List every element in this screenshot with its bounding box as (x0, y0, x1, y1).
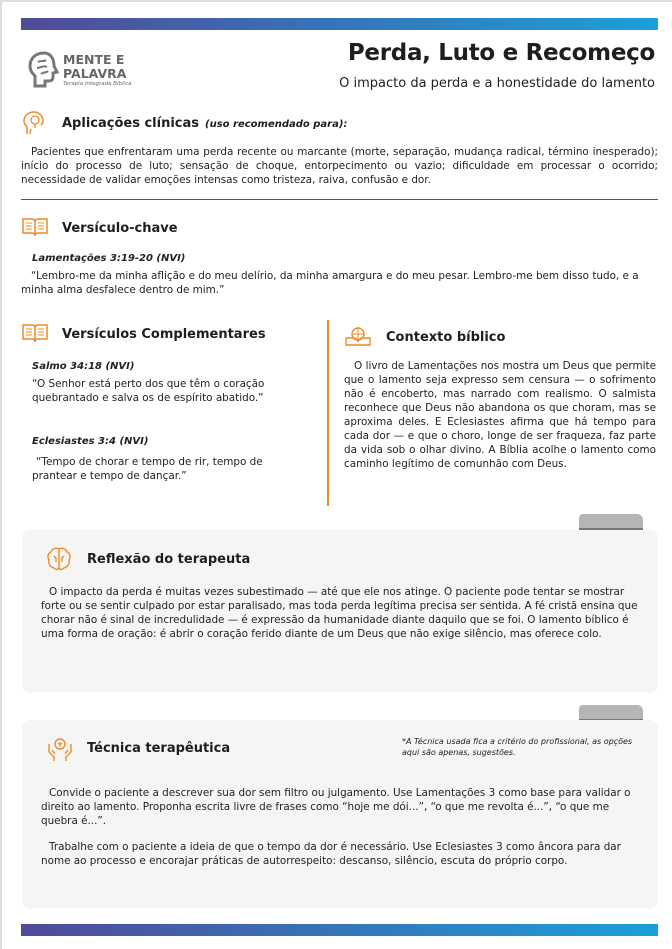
contexto-text: O livro de Lamentações nos mostra um Deus que permite que o lamento seja expresso sem censura — o sofrimento não é encoberto, mas narrado com realismo. O salmista reconhece que Deus não abandona os que choram, mas se aproxima deles. E Eclesiastes afirma que há tempo para cada dor — e que o choro, longe de ser fraqueza, faz parte da vida sob o olhar divino. A Bíblia acolhe o lamento como caminho legítimo de comunhão com Deus. (344, 360, 656, 470)
globe-book-icon (344, 326, 372, 348)
hands-lightbulb-icon (46, 736, 74, 762)
aplicacoes-heading: Aplicações clínicas (uso recomendado para): (62, 116, 348, 131)
versiculo-chave-heading: Versículo-chave (62, 221, 178, 236)
divider (21, 199, 658, 200)
card-tab (579, 514, 643, 530)
page-title: Perda, Luto e Recomeço (347, 40, 655, 66)
top-gradient-bar (21, 18, 658, 30)
head-lightbulb-icon (22, 110, 46, 136)
complementar-ref: Salmo 34:18 (NVI) (32, 361, 135, 372)
complementar-ref: Eclesiastes 3:4 (NVI) (32, 436, 149, 447)
aplicacoes-text: Pacientes que enfrentaram uma perda recente ou marcante (morte, separação, mudança radical, término inesperado); início do processo de luto; sensação de choque, entorpecimento ou vazio; dificuldade em processar o ocorrido; necessidade de validar emoções intensas como tristeza, raiva, confusão e dor. (21, 146, 658, 186)
tecnica-heading: Técnica terapêutica (87, 741, 231, 756)
open-book-icon (21, 322, 49, 344)
complementares-heading: Versículos Complementares (62, 327, 266, 342)
contexto-heading: Contexto bíblico (386, 330, 506, 345)
brain-head-icon (27, 50, 61, 90)
page-subtitle: O impacto da perda e a honestidade do lamento (339, 76, 655, 91)
reflexao-text: O impacto da perda é muitas vezes subestimado — até que ele nos atinge. O paciente pode tentar se mostrar forte ou se sentir culpado por estar paralisado, mas toda perda legítima precisa ser sentida. A fé cristã ensina que chorar não é sinal de incredulidade — é expressão da humanidade diante daquilo que se foi. O lamento bíblico é uma forma de oração: é abrir o coração ferido diante de um Deus que não exige silêncio, mas oferece colo. (41, 586, 638, 640)
tecnica-note: *A Técnica usada fica a critério do profissional, as opções aqui são apenas, sugestões. (402, 737, 633, 757)
complementar-text: “O Senhor está perto dos que têm o coração quebrantado e salva os de espírito abatido.” (32, 378, 265, 404)
reflexao-heading: Reflexão do terapeuta (87, 552, 251, 567)
open-book-icon (21, 216, 49, 238)
complementar-text: “Tempo de chorar e tempo de rir, tempo de prantear e tempo de dançar.” (32, 456, 263, 482)
logo: MENTE E PALAVRA Terapia Integrada Bíblica (27, 50, 147, 92)
bottom-gradient-bar (21, 924, 658, 936)
versiculo-chave-text: “Lembro-me da minha aflição e do meu delírio, da minha amargura e do meu pesar. Lembro-me bem disso tudo, e a minha alma desfalece dentro de mim.” (21, 270, 639, 296)
tecnica-paragraph: Trabalhe com o paciente a ideia de que o tempo da dor é necessário. Use Eclesiastes 3 como âncora para dar nome ao processo e encorajar práticas de autorrespeito: descanso, silêncio, escuta do próprio corpo. (41, 841, 621, 867)
brain-icon (46, 546, 72, 572)
versiculo-chave-ref: Lamentações 3:19-20 (NVI) (32, 253, 186, 264)
column-divider (327, 320, 329, 506)
card-tab (579, 705, 643, 721)
tecnica-paragraph: Convide o paciente a descrever sua dor sem filtro ou julgamento. Use Lamentações 3 como base para validar o direito ao lamento. Proponha escrita livre de frases como “hoje me dói...”, “o que me revolta é...”, “o que me quebra é...”. (41, 787, 631, 827)
